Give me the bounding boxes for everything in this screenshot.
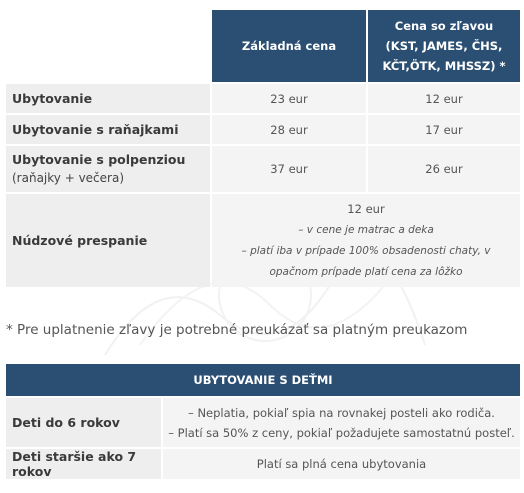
header-discount-line2: (KST, JAMES, ČHS, xyxy=(385,39,503,53)
row-label: Deti do 6 rokov xyxy=(6,398,161,447)
emergency-details xyxy=(212,194,520,287)
header-discount-line1: Cena so zľavou xyxy=(394,19,494,33)
row-label: Ubytovanie s raňajkami xyxy=(6,115,210,144)
price-table xyxy=(4,8,522,289)
emergency-note-2: – platí iba v prípade 100% obsadenosti chaty, v xyxy=(241,244,491,257)
table-row xyxy=(6,449,520,479)
discount-price-value: 17 eur xyxy=(368,115,520,144)
children-rule-cell xyxy=(163,398,520,447)
children-table-title-row xyxy=(6,364,520,396)
base-price-value: 23 eur xyxy=(212,84,366,113)
base-price-value: 28 eur xyxy=(212,115,366,144)
emergency-note-1: – v cene je matrac a deka xyxy=(298,223,434,236)
row-label: Ubytovanie xyxy=(6,84,210,113)
table-row xyxy=(6,115,520,144)
children-rule-line-2: – Platí sa 50% z ceny, pokiaľ požadujete samostatnú posteľ. xyxy=(168,425,515,440)
table-row xyxy=(6,146,520,192)
children-rule-value: Platí sa plná cena ubytovania xyxy=(163,449,520,479)
row-label: Núdzové prespanie xyxy=(6,194,210,287)
base-price-value: 37 eur xyxy=(212,146,366,192)
table-row xyxy=(6,398,520,447)
header-discount-line3: KČT,ÖTK, MHSSZ) * xyxy=(382,59,506,73)
emergency-note-3: opačnom prípade platí cena za lôžko xyxy=(269,265,463,278)
children-accommodation-table xyxy=(4,362,522,481)
row-label-cell xyxy=(6,146,210,192)
children-rule-line-1: – Neplatia, pokiaľ spia na rovnakej posteli ako rodiča. xyxy=(188,405,495,420)
header-blank-cell xyxy=(6,10,210,82)
children-table-title: UBYTOVANIE S DEŤMI xyxy=(6,364,520,396)
discount-price-value: 12 eur xyxy=(368,84,520,113)
table-row xyxy=(6,84,520,113)
row-label: Deti staršie ako 7 rokov xyxy=(6,449,161,479)
discount-footnote: * Pre uplatnenie zľavy je potrebné preukázať sa platným preukazom xyxy=(6,322,468,338)
discount-price-value: 26 eur xyxy=(368,146,520,192)
price-table-header-row xyxy=(6,10,520,82)
row-label: Ubytovanie s polpenziou xyxy=(12,152,186,167)
header-base-price: Základná cena xyxy=(212,10,366,82)
emergency-row xyxy=(6,194,520,287)
emergency-price: 12 eur xyxy=(347,201,385,216)
header-discount-price xyxy=(368,10,520,82)
row-label-sub: (raňajky + večera) xyxy=(12,171,125,185)
